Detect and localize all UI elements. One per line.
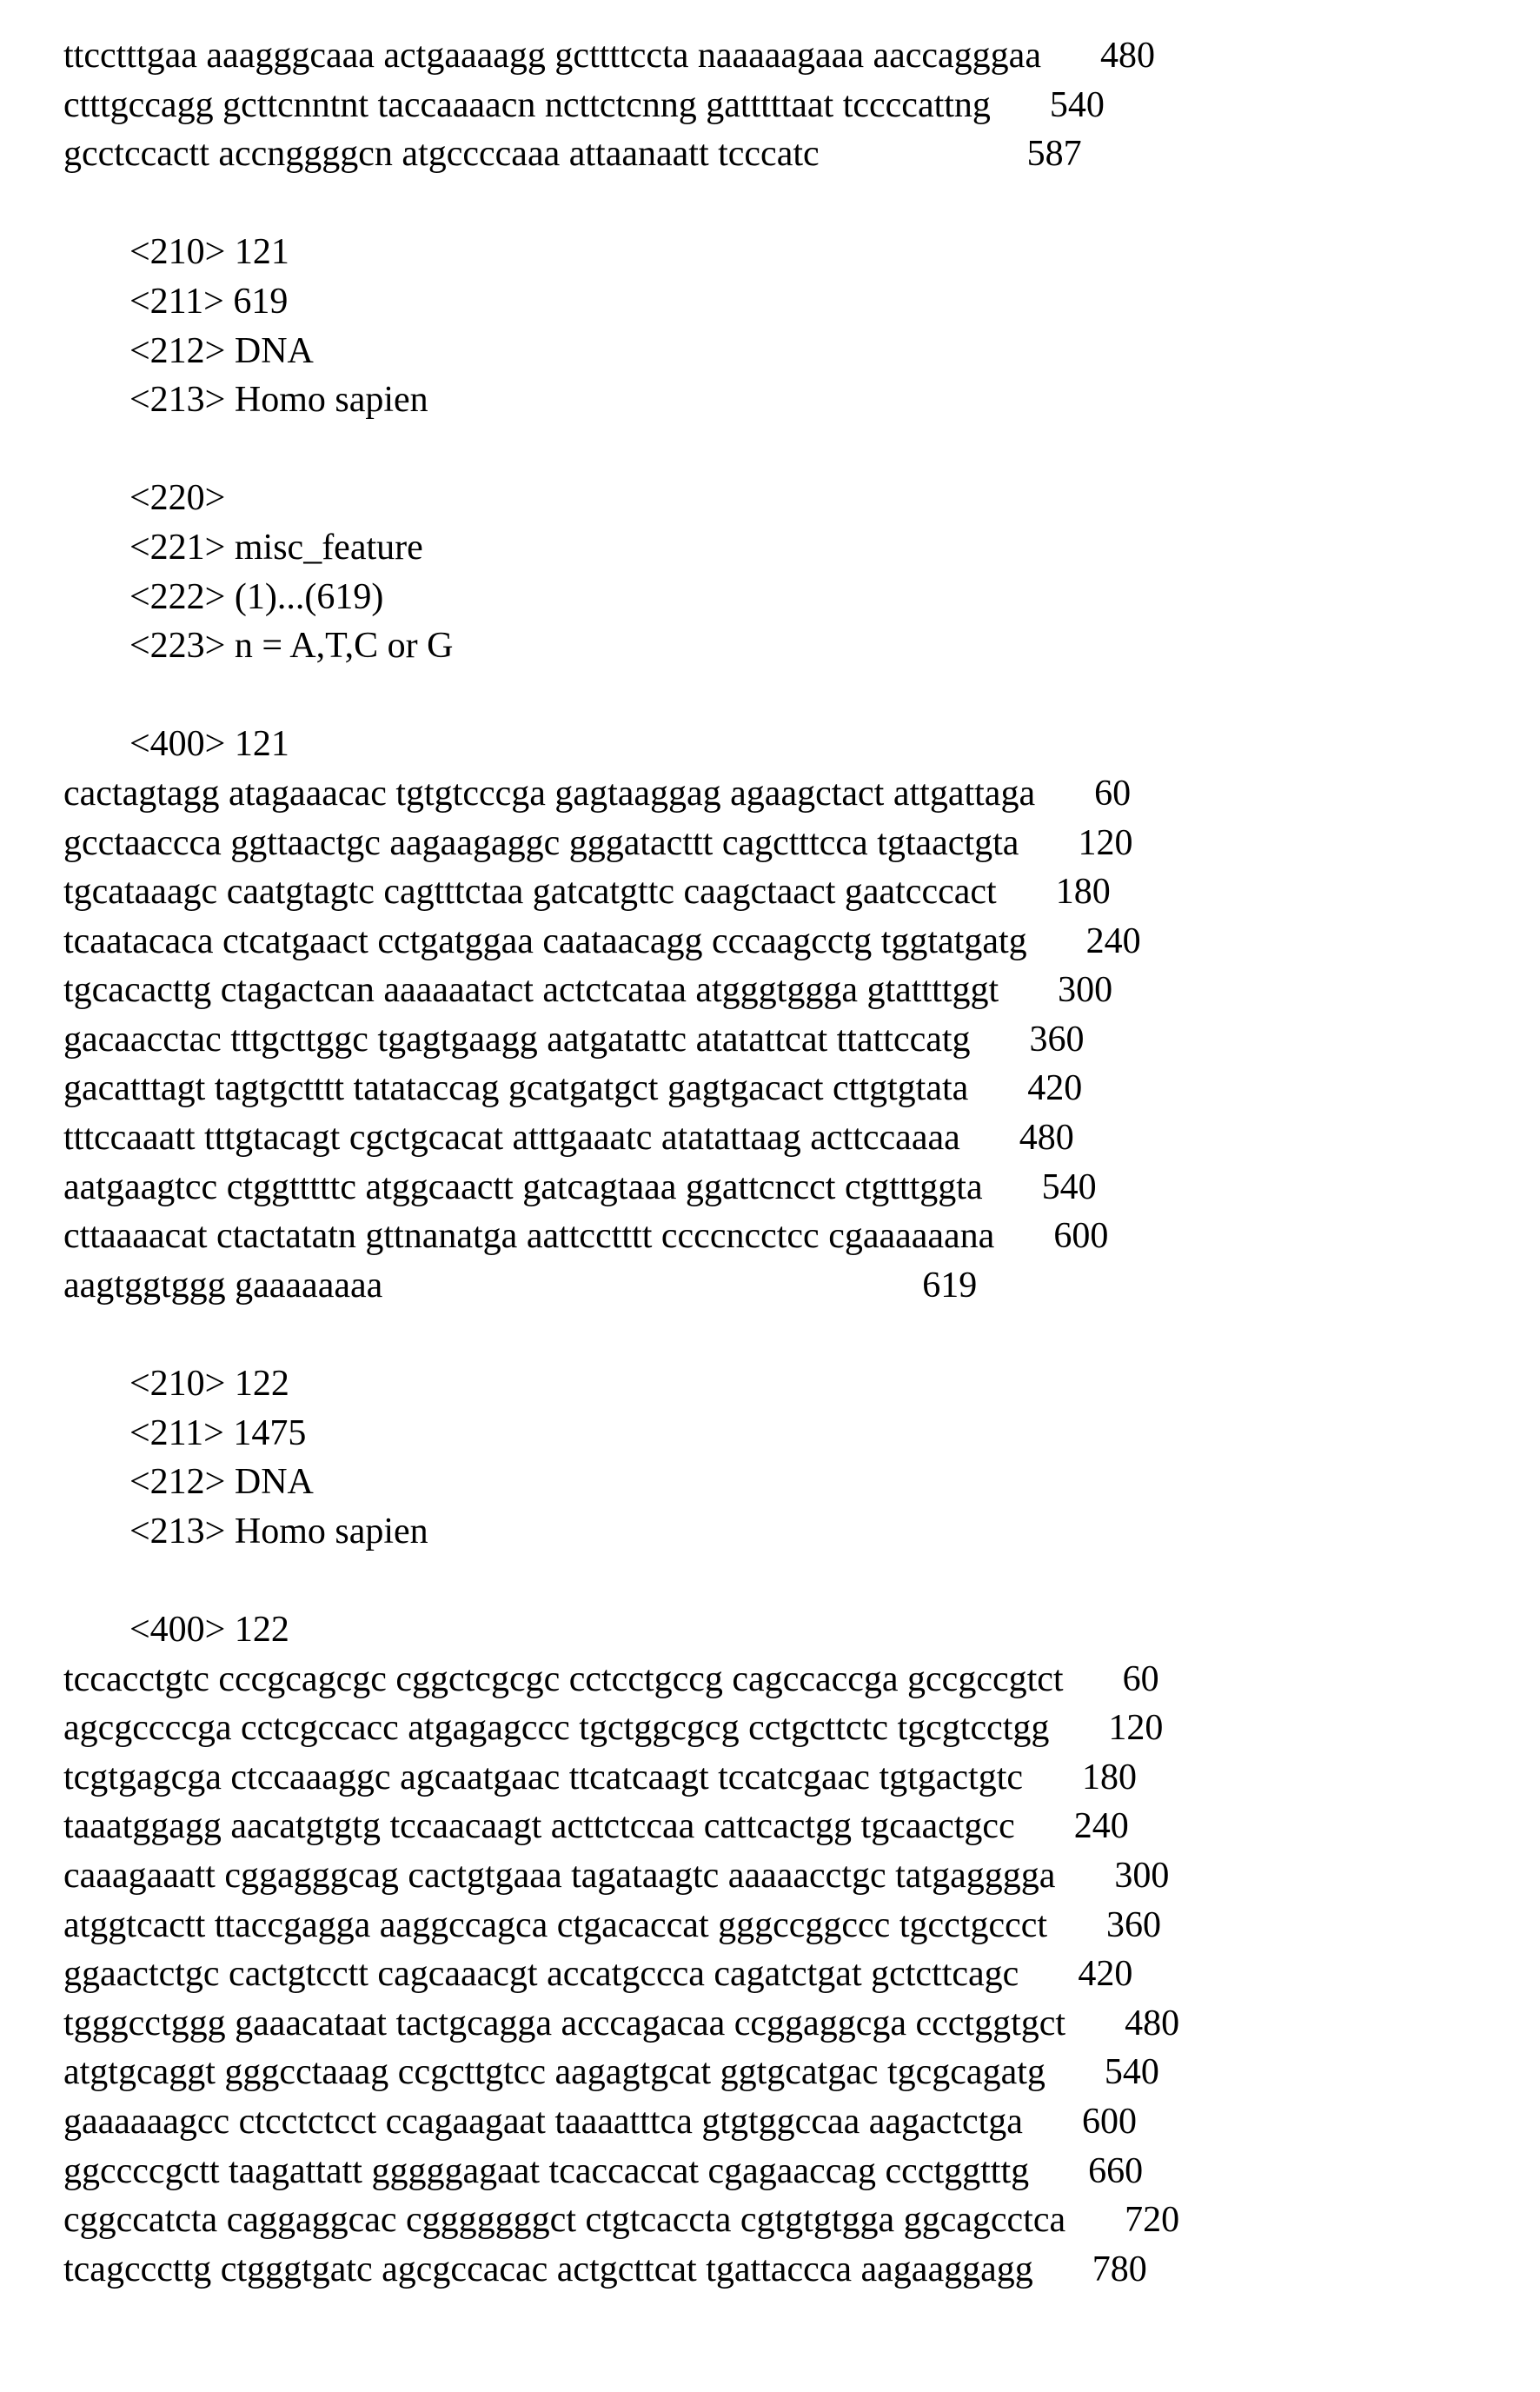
field-tag-text: <220> <box>129 474 225 523</box>
field-tag-line <box>63 375 1523 425</box>
sequence-text: ggccccgctt taagattatt gggggagaat tcaccaccat cgagaaccag ccctggtttg <box>63 2147 1029 2196</box>
residue-count: 60 <box>1094 769 1131 819</box>
sequence-line <box>63 1064 1523 1113</box>
sequence-listing-page <box>63 31 1523 2294</box>
blank-line <box>63 1556 1523 1605</box>
sequence-line <box>63 2245 1523 2295</box>
field-tag-text: <210> 122 <box>129 1359 289 1409</box>
field-tag-line <box>63 474 1523 523</box>
residue-count: 587 <box>1027 130 1082 179</box>
sequence-line <box>63 2097 1523 2147</box>
sequence-line <box>63 966 1523 1015</box>
sequence-text: gcctaaccca ggttaactgc aagaagaggc gggatacttt cagctttcca tgtaactgta <box>63 819 1019 868</box>
field-tag-line <box>63 228 1523 277</box>
sequence-text: atgtgcaggt gggcctaaag ccgcttgtcc aagagtgcat ggtgcatgac tgcgcagatg <box>63 2048 1045 2097</box>
sequence-line <box>63 2048 1523 2097</box>
field-tag-line <box>63 523 1523 573</box>
field-tag-line <box>63 1605 1523 1655</box>
field-tag-line <box>63 1507 1523 1557</box>
sequence-line <box>63 1802 1523 1851</box>
sequence-line <box>63 1212 1523 1261</box>
sequence-text: gaaaaaagcc ctcctctcct ccagaagaat taaaatttca gtgtggccaa aagactctga <box>63 2097 1023 2147</box>
field-tag-line <box>63 573 1523 622</box>
sequence-text: taaatggagg aacatgtgtg tccaacaagt acttctccaa cattcactgg tgcaactgcc <box>63 1802 1015 1851</box>
sequence-line <box>63 1113 1523 1163</box>
field-tag-text: <212> DNA <box>129 1458 314 1507</box>
sequence-line <box>63 1999 1523 2049</box>
sequence-line <box>63 1015 1523 1065</box>
sequence-text: aagtggtggg gaaaaaaaa <box>63 1261 382 1311</box>
field-tag-line <box>63 1458 1523 1507</box>
blank-line <box>63 1310 1523 1359</box>
field-tag-text: <211> 1475 <box>129 1409 306 1458</box>
field-tag-text: <211> 619 <box>129 277 288 327</box>
field-tag-line <box>63 327 1523 376</box>
residue-count: 480 <box>1100 31 1155 81</box>
residue-count: 360 <box>1106 1901 1161 1950</box>
sequence-line <box>63 819 1523 868</box>
residue-count: 180 <box>1056 867 1111 917</box>
sequence-line <box>63 1655 1523 1704</box>
field-tag-line <box>63 720 1523 769</box>
residue-count: 420 <box>1078 1950 1132 1999</box>
sequence-text: agcgccccga cctcgccacc atgagagccc tgctggcgcg cctgcttctc tgcgtcctgg <box>63 1704 1049 1753</box>
field-tag-text: <400> 122 <box>129 1605 289 1655</box>
sequence-text: gacatttagt tagtgctttt tatataccag gcatgatgct gagtgacact cttgtgtata <box>63 1064 968 1113</box>
blank-line <box>63 671 1523 721</box>
sequence-line <box>63 31 1523 81</box>
sequence-text: tgggcctggg gaaacataat tactgcagga acccagacaa ccggaggcga ccctggtgct <box>63 1999 1065 2049</box>
field-tag-text: <400> 121 <box>129 720 289 769</box>
sequence-text: ttcctttgaa aaagggcaaa actgaaaagg gcttttccta naaaaagaaa aaccagggaa <box>63 31 1041 81</box>
residue-count: 240 <box>1074 1802 1129 1851</box>
sequence-text: tgcataaagc caatgtagtc cagtttctaa gatcatgttc caagctaact gaatcccact <box>63 867 997 917</box>
sequence-line <box>63 2196 1523 2245</box>
residue-count: 540 <box>1050 81 1105 130</box>
field-tag-text: <213> Homo sapien <box>129 375 428 425</box>
blank-line <box>63 179 1523 229</box>
residue-count: 300 <box>1114 1851 1169 1901</box>
sequence-text: atggtcactt ttaccgagga aaggccagca ctgacaccat gggccggccc tgcctgccct <box>63 1901 1047 1950</box>
residue-count: 180 <box>1082 1753 1137 1803</box>
sequence-text: tttccaaatt tttgtacagt cgctgcacat atttgaaatc atatattaag acttccaaaa <box>63 1113 960 1163</box>
residue-count: 360 <box>1030 1015 1085 1065</box>
sequence-text: cactagtagg atagaaacac tgtgtcccga gagtaaggag agaagctact attgattaga <box>63 769 1035 819</box>
residue-count: 540 <box>1105 2048 1159 2097</box>
field-tag-text: <213> Homo sapien <box>129 1507 428 1557</box>
sequence-text: ggaactctgc cactgtcctt cagcaaacgt accatgccca cagatctgat gctcttcagc <box>63 1950 1019 1999</box>
sequence-line <box>63 1261 1523 1311</box>
residue-count: 720 <box>1125 2196 1179 2245</box>
residue-count: 780 <box>1092 2245 1147 2295</box>
sequence-text: ctttgccagg gcttcnntnt taccaaaacn ncttctcnng gatttttaat tccccattng <box>63 81 991 130</box>
sequence-text: aatgaagtcc ctggtttttc atggcaactt gatcagtaaa ggattcncct ctgtttggta <box>63 1163 983 1213</box>
residue-count: 120 <box>1108 1704 1163 1753</box>
sequence-text: caaagaaatt cggagggcag cactgtgaaa tagataagtc aaaaacctgc tatgagggga <box>63 1851 1055 1901</box>
residue-count: 619 <box>922 1261 977 1311</box>
sequence-line <box>63 81 1523 130</box>
sequence-line <box>63 1753 1523 1803</box>
field-tag-text: <223> n = A,T,C or G <box>129 621 453 671</box>
sequence-line <box>63 2147 1523 2196</box>
sequence-text: gacaacctac tttgcttggc tgagtgaagg aatgatattc atatattcat ttattccatg <box>63 1015 971 1065</box>
sequence-text: tgcacacttg ctagactcan aaaaaatact actctcataa atgggtggga gtattttggt <box>63 966 999 1015</box>
field-tag-text: <221> misc_feature <box>129 523 423 573</box>
sequence-line <box>63 1163 1523 1213</box>
residue-count: 480 <box>1125 1999 1179 2049</box>
blank-line <box>63 425 1523 475</box>
sequence-line <box>63 1704 1523 1753</box>
sequence-line <box>63 1901 1523 1950</box>
sequence-line <box>63 867 1523 917</box>
sequence-text: cttaaaacat ctactatatn gttnanatga aattcctttt ccccncctcc cgaaaaaana <box>63 1212 994 1261</box>
field-tag-line <box>63 1359 1523 1409</box>
field-tag-line <box>63 1409 1523 1458</box>
field-tag-text: <210> 121 <box>129 228 289 277</box>
sequence-line <box>63 769 1523 819</box>
residue-count: 600 <box>1053 1212 1108 1261</box>
sequence-text: tcaatacaca ctcatgaact cctgatggaa caataacagg cccaagcctg tggtatgatg <box>63 917 1027 967</box>
sequence-text: tcgtgagcga ctccaaaggc agcaatgaac ttcatcaagt tccatcgaac tgtgactgtc <box>63 1753 1023 1803</box>
sequence-line <box>63 1950 1523 1999</box>
sequence-text: cggccatcta caggaggcac cgggggggct ctgtcaccta cgtgtgtgga ggcagcctca <box>63 2196 1065 2245</box>
residue-count: 660 <box>1088 2147 1143 2196</box>
residue-count: 540 <box>1042 1163 1097 1213</box>
residue-count: 420 <box>1027 1064 1082 1113</box>
sequence-text: gcctccactt accnggggcn atgccccaaa attaanaatt tcccatc <box>63 130 820 179</box>
field-tag-line <box>63 277 1523 327</box>
residue-count: 240 <box>1086 917 1141 967</box>
sequence-line <box>63 1851 1523 1901</box>
sequence-line <box>63 130 1523 179</box>
field-tag-text: <222> (1)...(619) <box>129 573 383 622</box>
sequence-text: tccacctgtc cccgcagcgc cggctcgcgc cctcctgccg cagccaccga gccgccgtct <box>63 1655 1064 1704</box>
residue-count: 60 <box>1123 1655 1159 1704</box>
residue-count: 600 <box>1082 2097 1137 2147</box>
field-tag-text: <212> DNA <box>129 327 314 376</box>
residue-count: 480 <box>1019 1113 1074 1163</box>
residue-count: 300 <box>1058 966 1112 1015</box>
residue-count: 120 <box>1078 819 1132 868</box>
sequence-text: tcagcccttg ctgggtgatc agcgccacac actgcttcat tgattaccca aagaaggagg <box>63 2245 1033 2295</box>
field-tag-line <box>63 621 1523 671</box>
sequence-line <box>63 917 1523 967</box>
